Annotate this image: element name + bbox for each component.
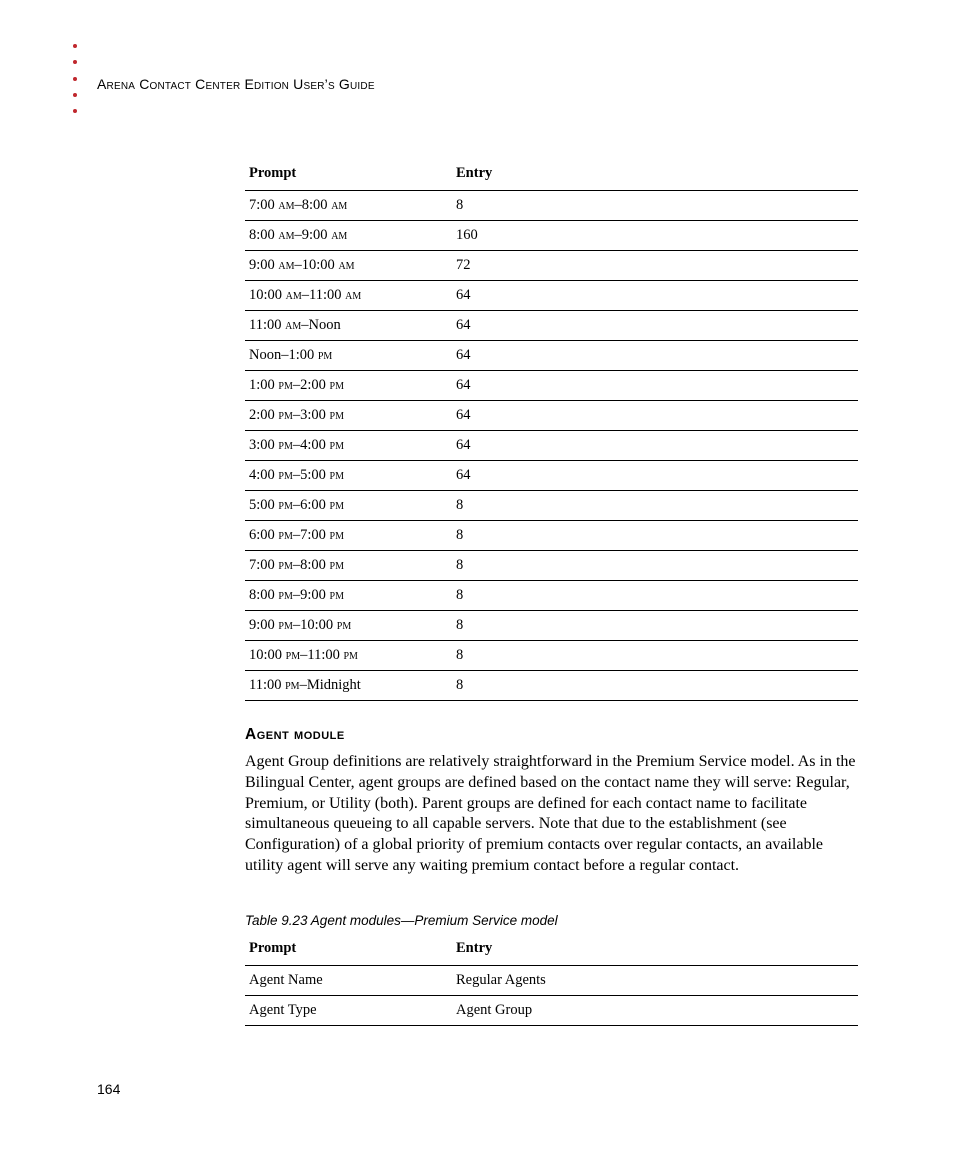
entry-cell: 160 [452,221,858,251]
column-header-entry: Entry [452,931,858,966]
prompt-cell: 8:00 am–9:00 am [245,221,452,251]
table-row [245,966,858,996]
entry-cell: 8 [452,671,858,701]
table-header-row [245,931,858,966]
prompt-cell: Agent Name [245,966,452,996]
bullet-dot [73,44,77,48]
entry-cell: 8 [452,551,858,581]
entry-cell: 64 [452,281,858,311]
margin-bullets [73,44,77,125]
table-row [245,491,858,521]
prompt-cell: 11:00 pm–Midnight [245,671,452,701]
table-row [245,341,858,371]
prompt-cell: 7:00 pm–8:00 pm [245,551,452,581]
table-row [245,996,858,1026]
entry-cell: 8 [452,641,858,671]
table-row [245,281,858,311]
entry-cell: 64 [452,311,858,341]
body-paragraph: Agent Group definitions are relatively straightforward in the Premium Service model. As in the Bilingual Center, agent groups are defined based on the contact name they will serve: Regular, Premium, or Utility (both). Parent groups are defined for each contact name to facilitate simultaneous queueing to all capable servers. Note that due to the establishment (see Configuration) of a global priority of premium contacts over regular contacts, an available utility agent will serve any waiting premium contact before a regular contact. [245,753,856,874]
entry-cell: 8 [452,191,858,221]
entry-cell: 64 [452,431,858,461]
prompt-cell: 5:00 pm–6:00 pm [245,491,452,521]
prompt-cell: 2:00 pm–3:00 pm [245,401,452,431]
table-row [245,521,858,551]
hourly-entry-table [245,156,858,701]
prompt-cell: 1:00 pm–2:00 pm [245,371,452,401]
table-row [245,311,858,341]
entry-cell: 8 [452,521,858,551]
table-row [245,191,858,221]
agent-modules-table [245,931,858,1026]
prompt-cell: 7:00 am–8:00 am [245,191,452,221]
entry-cell: 64 [452,461,858,491]
prompt-cell: 9:00 am–10:00 am [245,251,452,281]
entry-cell: 8 [452,491,858,521]
prompt-cell: 6:00 pm–7:00 pm [245,521,452,551]
table-row [245,371,858,401]
bullet-dot [73,77,77,81]
table-row [245,641,858,671]
column-header-entry: Entry [452,156,858,191]
table-row [245,671,858,701]
entry-cell: 8 [452,581,858,611]
prompt-cell: 10:00 am–11:00 am [245,281,452,311]
entry-cell: 64 [452,401,858,431]
prompt-cell: 10:00 pm–11:00 pm [245,641,452,671]
table-header-row [245,156,858,191]
column-header-prompt: Prompt [245,931,452,966]
table-row [245,551,858,581]
prompt-cell: 11:00 am–Noon [245,311,452,341]
table-row [245,221,858,251]
entry-cell: Agent Group [452,996,858,1026]
bullet-dot [73,60,77,64]
table-caption: Table 9.23 Agent modules—Premium Service model [245,913,558,928]
bullet-dot [73,93,77,97]
prompt-cell: 9:00 pm–10:00 pm [245,611,452,641]
prompt-cell: 3:00 pm–4:00 pm [245,431,452,461]
entry-cell: 64 [452,371,858,401]
running-header: Arena Contact Center Edition User’s Guide [97,76,375,92]
entry-cell: 72 [452,251,858,281]
prompt-cell: Agent Type [245,996,452,1026]
column-header-prompt: Prompt [245,156,452,191]
table-row [245,611,858,641]
entry-cell: 8 [452,611,858,641]
table-row [245,581,858,611]
prompt-cell: Noon–1:00 pm [245,341,452,371]
prompt-cell: 8:00 pm–9:00 pm [245,581,452,611]
entry-cell: Regular Agents [452,966,858,996]
page-number: 164 [97,1081,121,1097]
bullet-dot [73,109,77,113]
entry-cell: 64 [452,341,858,371]
table-row [245,251,858,281]
table-row [245,401,858,431]
section-heading: Agent module [245,726,345,743]
prompt-cell: 4:00 pm–5:00 pm [245,461,452,491]
table-row [245,461,858,491]
table-row [245,431,858,461]
